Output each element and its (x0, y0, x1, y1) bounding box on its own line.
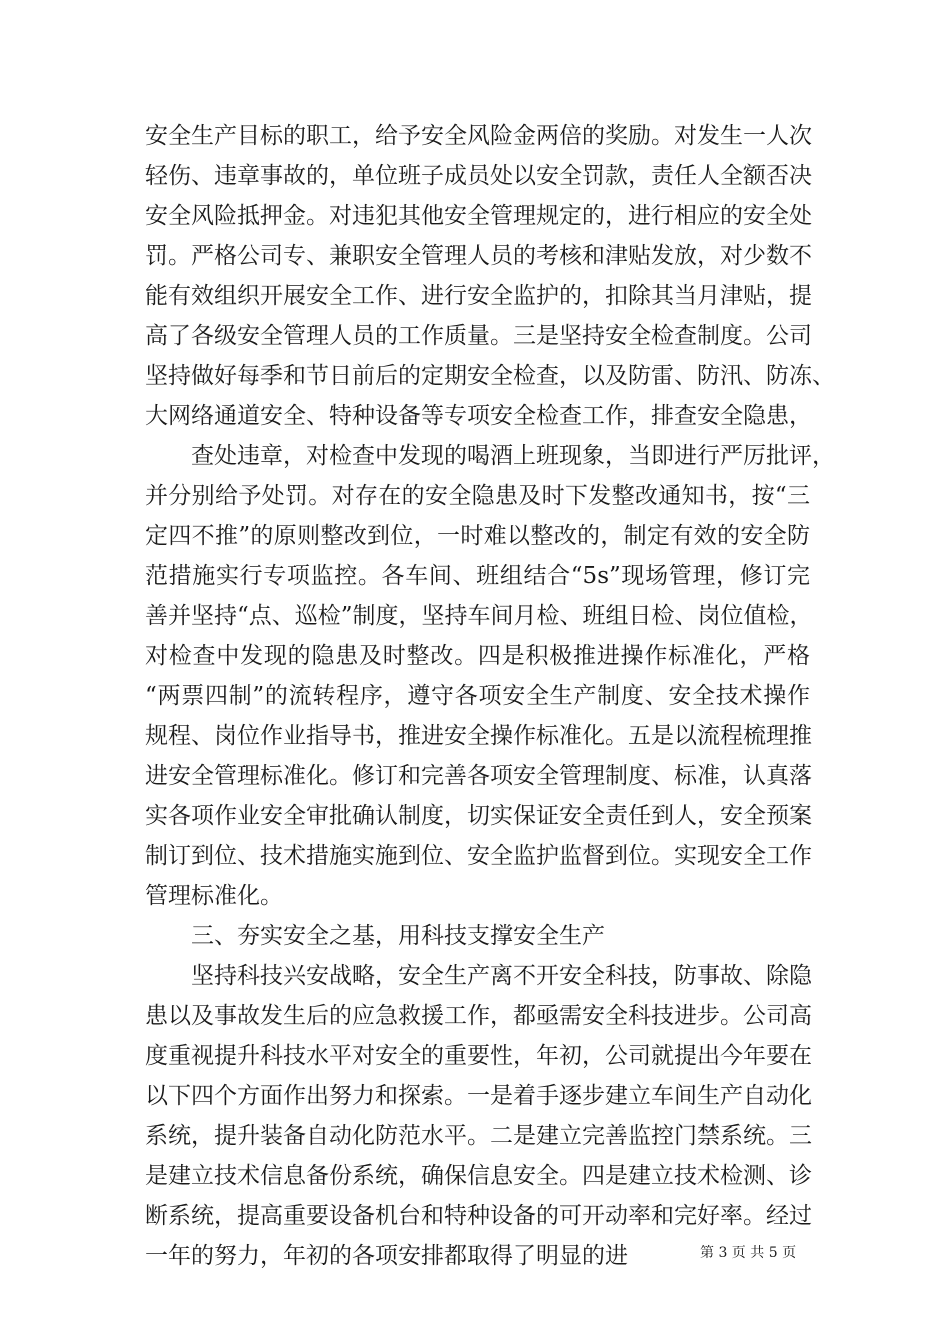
text-line: 善并坚持“点、巡检”制度，坚持车间月检、班组日检、岗位值检， (145, 603, 813, 629)
text-line: 大网络通道安全、特种设备等专项安全检查工作，排查安全隐患， (145, 403, 812, 429)
text-line: 以下四个方面作出努力和探索。一是着手逐步建立车间生产自动化 (145, 1083, 812, 1109)
text-line: 是建立技术信息备份系统，确保信息安全。四是建立技术检测、诊 (145, 1163, 812, 1189)
text-line: 管理标准化。 (145, 883, 283, 909)
text-line: 并分别给予处罚。对存在的安全隐患及时下发整改通知书，按“三 (145, 483, 810, 509)
text-line: 患以及事故发生后的应急救援工作，都亟需安全科技进步。公司高 (145, 1003, 812, 1029)
page-number: 第 3 页 共 5 页 (700, 1245, 797, 1261)
text-line: 系统，提升装备自动化防范水平。二是建立完善监控门禁系统。三 (145, 1123, 812, 1149)
text-line: 坚持做好每季和节日前后的定期安全检查，以及防雷、防汛、防冻、 (145, 363, 835, 389)
text-line: 安全生产目标的职工，给予安全风险金两倍的奖励。对发生一人次 (145, 123, 812, 149)
text-line: 断系统，提高重要设备机台和特种设备的可开动率和完好率。经过 (145, 1203, 812, 1229)
text-line: 查处违章，对检查中发现的喝酒上班现象，当即进行严厉批评， (191, 443, 835, 469)
text-line: 规程、岗位作业指导书，推进安全操作标准化。五是以流程梳理推 (145, 723, 812, 749)
text-line: “两票四制”的流转程序，遵守各项安全生产制度、安全技术操作 (145, 683, 810, 709)
text-line: 高了各级安全管理人员的工作质量。三是坚持安全检查制度。公司 (145, 323, 812, 349)
body-text (145, 116, 835, 1276)
section-heading: 三、夯实安全之基，用科技支撑安全生产 (191, 923, 605, 949)
text-line: 进安全管理标准化。修订和完善各项安全管理制度、标准，认真落 (145, 763, 812, 789)
text-line: 轻伤、违章事故的，单位班子成员处以安全罚款，责任人全额否决 (145, 163, 812, 189)
text-line: 对检查中发现的隐患及时整改。四是积极推进操作标准化，严格 (145, 643, 810, 669)
text-line: 安全风险抵押金。对违犯其他安全管理规定的，进行相应的安全处 (145, 203, 812, 229)
text-line: 范措施实行专项监控。各车间、班组结合“5s”现场管理，修订完 (145, 563, 810, 589)
text-line: 定四不推”的原则整改到位，一时难以整改的，制定有效的安全防 (145, 523, 810, 549)
text-line: 罚。严格公司专、兼职安全管理人员的考核和津贴发放，对少数不 (145, 243, 812, 269)
text-line: 实各项作业安全审批确认制度，切实保证安全责任到人，安全预案 (145, 803, 812, 829)
text-line: 度重视提升科技水平对安全的重要性，年初，公司就提出今年要在 (145, 1043, 812, 1069)
text-line: 制订到位、技术措施实施到位、安全监护监督到位。实现安全工作 (145, 843, 812, 869)
text-line: 坚持科技兴安战略，安全生产离不开安全科技，防事故、除隐 (191, 963, 812, 989)
text-line: 一年的努力，年初的各项安排都取得了明显的进 (145, 1243, 628, 1269)
text-line: 能有效组织开展安全工作、进行安全监护的，扣除其当月津贴，提 (145, 283, 812, 309)
